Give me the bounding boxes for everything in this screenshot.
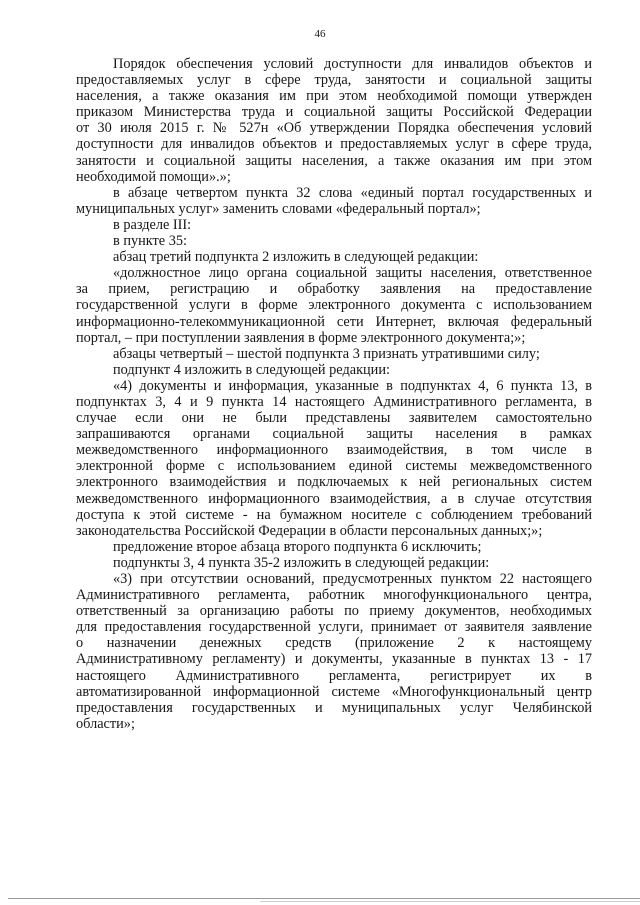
document-body — [76, 56, 592, 732]
text-line: занятости и социальной защиты населения, а также оказания им при этом — [76, 152, 592, 169]
text-line: доступа к этой системе - на бумажном носителе с соблюдением требований — [76, 506, 592, 523]
text-line: настоящего Административного регламента, регистрирует их в — [76, 667, 592, 684]
text-line: от 30 июля 2015 г. № 527н «Об утверждении Порядка обеспечения условий — [76, 120, 592, 137]
text-line: Порядок обеспечения условий доступности для инвалидов объектов и — [113, 56, 592, 72]
text-line: в пункте 35: — [113, 233, 187, 250]
text-line: автоматизированной информационной системе «Многофункциональный центр — [76, 683, 592, 700]
text-line: населения, а также оказания им при этом необходимой помощи утвержден — [76, 88, 592, 105]
bottom-scan-edge — [8, 898, 640, 899]
text-line: подпункт 4 изложить в следующей редакции: — [113, 361, 390, 378]
text-line: межведомственного информационного взаимодействия, в том числе в — [76, 442, 592, 459]
text-line: в разделе III: — [113, 216, 192, 233]
text-line: о назначении денежных средств (приложение 2 к настоящему — [76, 635, 592, 652]
text-line: электронной форме с использованием единой системы межведомственного — [76, 458, 592, 475]
text-line: случае если они не были представлены заявителем самостоятельно — [76, 410, 592, 427]
text-line: межведомственного информационного взаимодействия, а в случае отсутствия — [76, 490, 592, 507]
text-line: абзац третий подпункта 2 изложить в следующей редакции: — [113, 249, 479, 266]
text-line: подпунктах 3, 4 и 9 пункта 14 настоящего Административного регламента, в — [76, 393, 592, 410]
page-number: 46 — [314, 28, 326, 40]
text-line: необходимой помощи».»; — [76, 168, 231, 185]
text-line: в абзаце четвертом пункта 32 слова «единый портал государственных и — [113, 184, 592, 201]
text-line: «3) при отсутствии оснований, предусмотренных пунктом 22 настоящего — [113, 571, 592, 587]
text-line: запрашиваются органами социальной защиты населения в рамках — [76, 426, 592, 443]
text-line: предоставляемых услуг в сфере труда, занятости и социальной защиты — [76, 72, 592, 89]
text-line: «должностное лицо органа социальной защиты населения, ответственное — [113, 265, 592, 282]
text-line: информационно-телекоммуникационной сети Интернет, включая федеральный — [76, 313, 592, 330]
text-line: предоставления государственных и муниципальных услуг Челябинской — [76, 699, 592, 716]
text-line: «4) документы и информация, указанные в подпунктах 4, 6 пункта 13, в — [113, 377, 592, 394]
text-line: подпункты 3, 4 пункта 35-2 изложить в следующей редакции: — [113, 554, 490, 571]
text-line: Административному регламенту) и документы, указанные в пунктах 13 - 17 — [76, 651, 592, 668]
text-line: предложение второе абзаца второго подпункта 6 исключить; — [113, 538, 482, 555]
text-line: абзацы четвертый – шестой подпункта 3 признать утратившими силу; — [113, 345, 540, 362]
text-line: за прием, регистрацию и обработку заявления на предоставление — [76, 281, 592, 298]
text-line: приказом Министерства труда и социальной защиты Российской Федерации — [76, 104, 592, 121]
text-line: муниципальных услуг» заменить словами «федеральный портал»; — [76, 200, 481, 217]
text-line: государственной услуги в форме электронного документа с использованием — [76, 297, 592, 314]
text-line: области»; — [76, 715, 135, 732]
text-line: доступности для инвалидов объектов и предоставляемых услуг в сфере труда, — [76, 136, 592, 153]
text-line: для предоставления государственной услуги, принимает от заявителя заявление — [76, 619, 592, 636]
bottom-scan-edge-secondary — [260, 901, 640, 902]
text-line: Административного регламента, работник многофункционального центра, — [76, 587, 592, 604]
text-line: ответственный за организацию работы по приему документов, необходимых — [76, 603, 592, 620]
text-line: законодательства Российской Федерации в области персональных данных;»; — [76, 522, 543, 539]
text-line: электронного взаимодействия и подключаемых к ней региональных систем — [76, 474, 592, 491]
text-line: портал, – при поступлении заявления в форме электронного документа;»; — [76, 329, 526, 346]
